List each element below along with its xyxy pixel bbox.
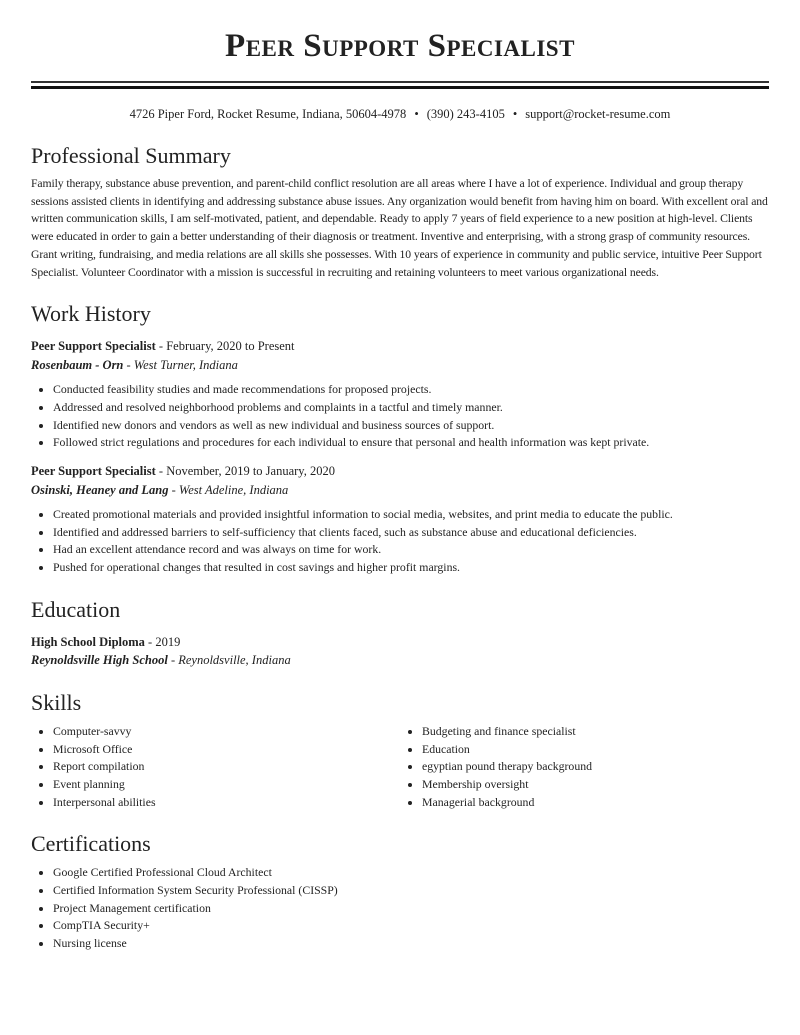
list-item: • Microsoft Office — [53, 741, 400, 759]
job-title: Peer Support Specialist — [31, 339, 156, 354]
header-rule-thick — [31, 86, 769, 89]
list-item: • Interpersonal abilities — [53, 794, 400, 812]
separator: • — [414, 107, 419, 121]
list-item: • Membership oversight — [422, 776, 769, 794]
header-rule-thin — [31, 81, 769, 83]
list-item: • Identified new donors and vendors as well as new individual and business sources of support. — [53, 417, 769, 435]
list-item: • Certified Information System Security Professional (CISSP) — [53, 882, 769, 900]
separator: • — [512, 107, 518, 121]
work-heading: Work History — [31, 301, 151, 327]
resume-name: Peer Support Specialist — [225, 28, 575, 64]
education-heading: Education — [31, 596, 121, 622]
job-bullets — [31, 381, 769, 452]
skills-list-left — [31, 723, 400, 812]
job-dates: - February, 2020 to Present — [155, 339, 295, 354]
job-location: - West Adeline, Indiana — [168, 482, 289, 497]
job-bullets — [31, 506, 769, 577]
address: 4726 Piper Ford, Rocket Resume, Indiana, 50604-4978 — [129, 107, 407, 121]
email: support@rocket-resume.com — [525, 107, 671, 121]
job-location: - West Turner, Indiana — [123, 357, 238, 372]
job-entry — [31, 462, 769, 499]
list-item: • Nursing license — [53, 935, 769, 953]
certifications-list — [31, 864, 769, 953]
summary-text: Family therapy, substance abuse prevention, and parent-child conflict resolution are all areas where I have a lot of experience. Individual and group therapy sessions assisted clients in identifying and addressing substance abuse issues. Any organization would benefit from having him on board. With excellent oral and written communication skills, I am self-motivated, patient, and dependable. Ready to apply 7 years of field experience to a new position at high-level. Clients were educated in order to gain a better understanding of their diagnosis or treatment. Inventive and enterprising, with a strong grasp of community resources. Grant writing, fundraising, and media relations are all skills she possesses. With 10 years of experience in community and public service, intuitive Peer Support Specialist. Volunteer Coordinator with a mission is successful in recruiting and retaining volunteers to meet various organizational needs. — [31, 177, 768, 279]
list-item: • Followed strict regulations and procedures for each individual to ensure that personal and health information was kept private. — [53, 434, 769, 452]
summary-heading: Professional Summary — [31, 143, 231, 168]
list-item: • Computer-savvy — [53, 723, 400, 741]
education-year: - 2019 — [144, 634, 181, 649]
list-item: • Had an excellent attendance record and was always on time for work. — [53, 541, 769, 559]
skills-list-right — [400, 723, 769, 812]
school-location: - Reynoldsville, Indiana — [167, 653, 291, 668]
list-item: • Project Management certification — [53, 900, 769, 918]
list-item: • Addressed and resolved neighborhood problems and complaints in a tactful and timely manner. — [53, 399, 769, 417]
certifications-heading: Certifications — [31, 831, 151, 857]
contact-line — [31, 107, 769, 123]
skills-columns — [31, 716, 769, 812]
employer: Osinski, Heaney and Lang — [31, 482, 169, 497]
list-item: • Budgeting and finance specialist — [422, 723, 769, 741]
resume-page — [31, 0, 769, 953]
list-item: • Pushed for operational changes that resulted in cost savings and higher profit margins. — [53, 559, 769, 577]
job-entry — [31, 337, 769, 374]
degree: High School Diploma — [31, 634, 145, 649]
list-item: • Identified and addressed barriers to self-sufficiency that clients faced, such as substance abuse and educational deficiencies. — [53, 524, 769, 542]
education-entry — [31, 633, 769, 670]
list-item: • egyptian pound therapy background — [422, 758, 769, 776]
list-item: • Google Certified Professional Cloud Architect — [53, 864, 769, 882]
list-item: • Event planning — [53, 776, 400, 794]
list-item: • Created promotional materials and provided insightful information to social media, websites, and print media to educate the public. — [53, 506, 769, 524]
employer: Rosenbaum - Orn — [31, 357, 124, 372]
school: Reynoldsville High School — [31, 653, 168, 668]
list-item: • Managerial background — [422, 794, 769, 812]
job-list — [31, 337, 769, 577]
list-item: • Report compilation — [53, 758, 400, 776]
phone: (390) 243-4105 — [426, 107, 505, 121]
job-title: Peer Support Specialist — [31, 464, 156, 479]
skills-heading: Skills — [31, 689, 82, 715]
list-item: • Education — [422, 741, 769, 759]
list-item: • Conducted feasibility studies and made recommendations for proposed projects. — [53, 381, 769, 399]
job-dates: - November, 2019 to January, 2020 — [155, 464, 335, 479]
list-item: • CompTIA Security+ — [53, 917, 769, 935]
